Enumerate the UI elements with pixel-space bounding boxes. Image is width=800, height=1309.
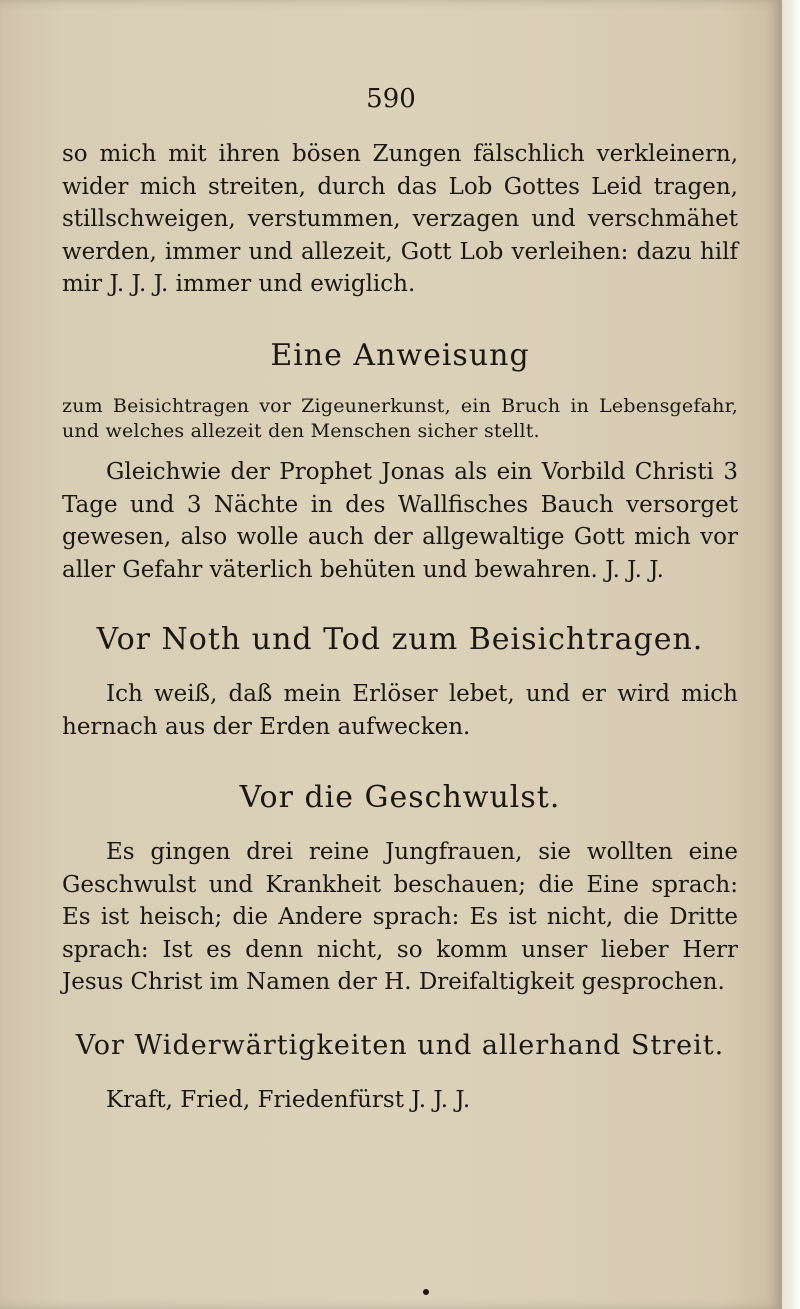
page-number: 590 [366,84,416,114]
section-heading-noth-und-tod: Vor Noth und Tod zum Beisichtragen. [96,622,704,657]
section-body-anweisung: Gleichwie der Prophet Jonas als ein Vorbild Christi 3 Tage und 3 Nächte in des Wallfisches Bauch versorget gewesen, also wolle auch der allgewaltige Gott mich vor aller Gefahr väterlich behüten und bewahren. J. J. J. [62,459,738,583]
ink-speck [423,1289,429,1295]
section-body-widerwaertigkeiten: Kraft, Fried, Friedenfürst J. J. J. [106,1087,471,1113]
intro-paragraph: so mich mit ihren bösen Zungen fälschlich verkleinern, wider mich streiten, durch das Lob Gottes Leid tragen, stillschweigen, verstummen, verzagen und verschmähet werden, immer und allezeit, Gott Lob verleihen: dazu hilf mir J. J. J. immer und ewiglich. [62,141,738,297]
section-heading-geschwulst: Vor die Geschwulst. [239,780,561,815]
page-edge [782,0,800,1309]
section-heading-widerwaertigkeiten: Vor Widerwärtigkeiten und allerhand Streit. [75,1030,725,1061]
section-body-geschwulst: Es gingen drei reine Jungfrauen, sie wollten eine Geschwulst und Krankheit beschauen; die Eine sprach: Es ist heisch; die Andere sprach: Es ist nicht, die Dritte sprach: Ist es denn nicht, so komm unser lieber Herr Jesus Christ im Namen der H. Dreifaltigkeit gesprochen. [62,839,738,995]
section-subheading-anweisung: zum Beisichtragen vor Zigeunerkunst, ein Bruch in Lebensgefahr, und welches allezeit den Menschen sicher stellt. [62,395,738,442]
section-heading-anweisung: Eine Anweisung [270,338,530,373]
section-body-noth-und-tod: Ich weiß, daß mein Erlöser lebet, und er wird mich hernach aus der Erden aufwecken. [62,681,738,740]
